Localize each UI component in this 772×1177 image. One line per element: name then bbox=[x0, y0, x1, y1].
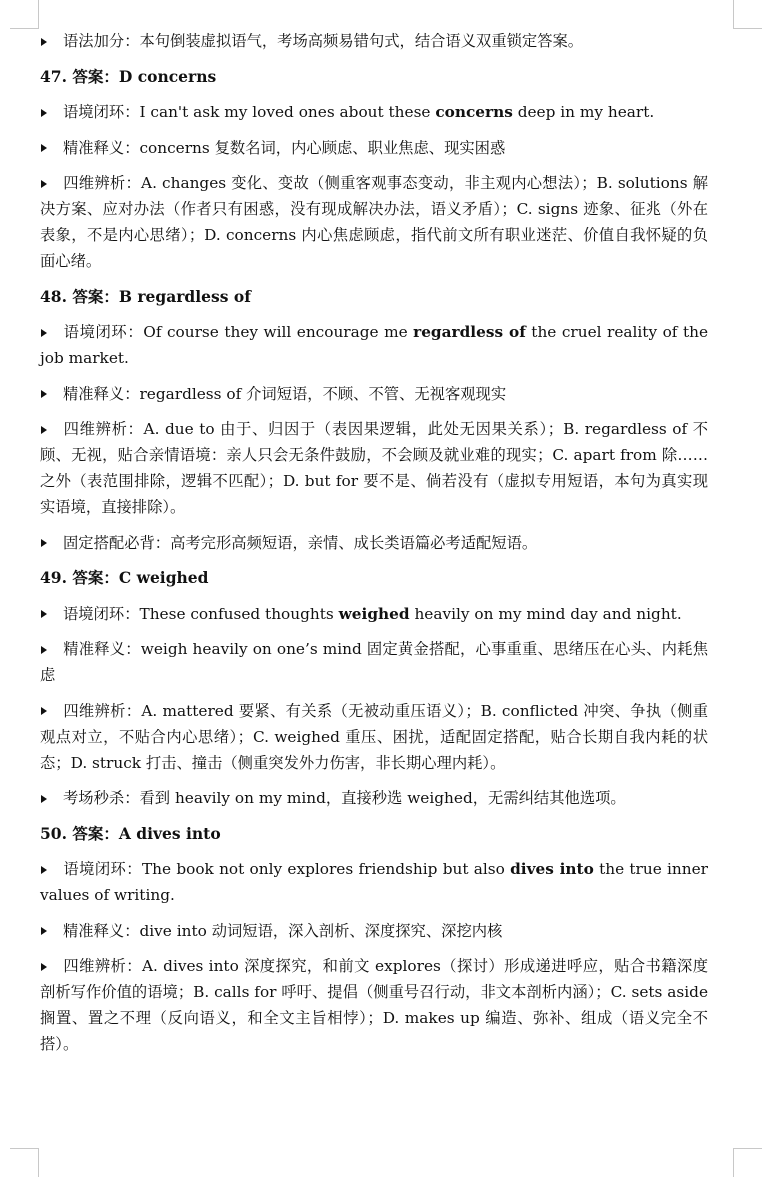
bullet-triangle-icon bbox=[41, 707, 47, 715]
bullet-paragraph bbox=[40, 601, 708, 627]
bullet-paragraph bbox=[40, 170, 708, 274]
bullet-triangle-icon bbox=[41, 539, 47, 547]
bullet-triangle-icon bbox=[41, 963, 47, 971]
paragraph-text: heavily on my mind day and night. bbox=[409, 604, 682, 623]
bullet-triangle-icon bbox=[41, 109, 47, 117]
paragraph-text: 语境闭环：I can't ask my loved ones about these bbox=[63, 103, 436, 121]
bullet-paragraph bbox=[40, 530, 708, 556]
bullet-paragraph bbox=[40, 856, 708, 908]
bullet-paragraph bbox=[40, 785, 708, 811]
paragraph-text: 精准释义：concerns 复数名词，内心顾虑、职业焦虑、现实困惑 bbox=[63, 138, 506, 157]
paragraph-text: 固定搭配必背：高考完形高频短语，亲情、成长类语篇必考适配短语。 bbox=[63, 533, 538, 552]
paragraph-text: 四维辨析：A. mattered 要紧、有关系（无被动重压语义）；B. conflicted 冲突、争执（侧重观点对立，不贴合内心思绪）；C. weighed 重压、困扰，适配固定搭配，贴合长期自我内耗的状态；D. struck 打击、撞击（侧重突发外力伤害，非长期心理内耗）。 bbox=[40, 701, 708, 772]
bullet-paragraph bbox=[40, 918, 708, 944]
bullet-triangle-icon bbox=[41, 646, 47, 654]
bullet-paragraph bbox=[40, 953, 708, 1057]
crop-mark-top-right bbox=[733, 0, 762, 29]
bullet-paragraph bbox=[40, 636, 708, 688]
answer-keyword: dives into bbox=[510, 860, 594, 878]
answer-heading: 48. 答案：B regardless of bbox=[40, 286, 251, 306]
bullet-paragraph bbox=[40, 381, 708, 407]
answer-heading: 47. 答案：D concerns bbox=[40, 66, 217, 86]
bullet-paragraph bbox=[40, 99, 708, 125]
bullet-triangle-icon bbox=[41, 38, 47, 46]
answer-keyword: concerns bbox=[435, 103, 513, 121]
paragraph-text: 精准释义：weigh heavily on one’s mind 固定黄金搭配，心事重重、思绪压在心头、内耗焦虑 bbox=[40, 640, 708, 684]
bullet-triangle-icon bbox=[41, 610, 47, 618]
bullet-triangle-icon bbox=[41, 795, 47, 803]
bullet-triangle-icon bbox=[41, 144, 47, 152]
bullet-triangle-icon bbox=[41, 866, 47, 874]
paragraph-text: the true inner values of writing. bbox=[40, 860, 708, 904]
paragraph-text: 四维辨析：A. dives into 深度探究，和前文 explores（探讨）形成递进呼应，贴合书籍深度剖析写作价值的语境；B. calls for 呼吁、提倡（侧重号召行动，非文本剖析内涵）；C. sets aside 搁置、置之不理（反向语义，和全文主旨相悖）；D. makes up 编造、弥补、组成（语义完全不搭）。 bbox=[40, 957, 708, 1053]
document-body bbox=[40, 28, 708, 1067]
bullet-triangle-icon bbox=[41, 390, 47, 398]
crop-mark-top-left bbox=[10, 0, 39, 29]
bullet-triangle-icon bbox=[41, 180, 47, 188]
crop-mark-bottom-left bbox=[10, 1148, 39, 1177]
answer-heading: 49. 答案：C weighed bbox=[40, 568, 209, 587]
paragraph-text: 四维辨析：A. due to 由于、归因于（表因果逻辑，此处无因果关系）；B. regardless of 不顾、无视，贴合亲情语境：亲人只会无条件鼓励，不会顾及就业难的现实；C. apart from 除……之外（表范围排除，逻辑不匹配）；D. but for 要不是、倘若没有（虚拟专用短语，本句为真实现实语境，直接排除）。 bbox=[40, 420, 708, 516]
paragraph-text: 考场秒杀：看到 heavily on my mind，直接秒选 weighed，无需纠结其他选项。 bbox=[63, 789, 626, 807]
answer-keyword: weighed bbox=[338, 604, 410, 623]
answer-heading: 50. 答案：A dives into bbox=[40, 823, 221, 843]
paragraph-text: 语境闭环：Of course they will encourage me bbox=[63, 323, 414, 341]
paragraph-text: deep in my heart. bbox=[512, 103, 655, 121]
paragraph-text: the cruel reality of the job market. bbox=[40, 323, 708, 367]
answer-keyword: regardless of bbox=[413, 323, 526, 341]
bullet-triangle-icon bbox=[41, 927, 47, 935]
bullet-paragraph bbox=[40, 416, 708, 520]
paragraph-text: 精准释义：regardless of 介词短语，不顾、不管、无视客观现实 bbox=[63, 384, 507, 403]
bullet-paragraph bbox=[40, 28, 708, 54]
bullet-triangle-icon bbox=[41, 426, 47, 434]
bullet-paragraph bbox=[40, 135, 708, 161]
paragraph-text: 语境闭环：The book not only explores friendship but also bbox=[63, 860, 511, 878]
bullet-paragraph bbox=[40, 698, 708, 776]
paragraph-text: 四维辨析：A. changes 变化、变故（侧重客观事态变动，非主观内心想法）；B. solutions 解决方案、应对办法（作者只有困惑，没有现成解决办法，语义矛盾）；C. signs 迹象、征兆（外在表象，不是内心思绪）；D. concerns 内心焦虑顾虑，指代前文所有职业迷茫、价值自我怀疑的负面心绪。 bbox=[40, 174, 708, 270]
bullet-triangle-icon bbox=[41, 329, 47, 337]
paragraph-text: 精准释义：dive into 动词短语，深入剖析、深度探究、深挖内核 bbox=[63, 921, 503, 940]
crop-mark-bottom-right bbox=[733, 1148, 762, 1177]
paragraph-text: 语境闭环：These confused thoughts bbox=[63, 604, 339, 623]
bullet-paragraph bbox=[40, 319, 708, 371]
paragraph-text: 语法加分：本句倒装虚拟语气，考场高频易错句式，结合语义双重锁定答案。 bbox=[63, 32, 584, 50]
